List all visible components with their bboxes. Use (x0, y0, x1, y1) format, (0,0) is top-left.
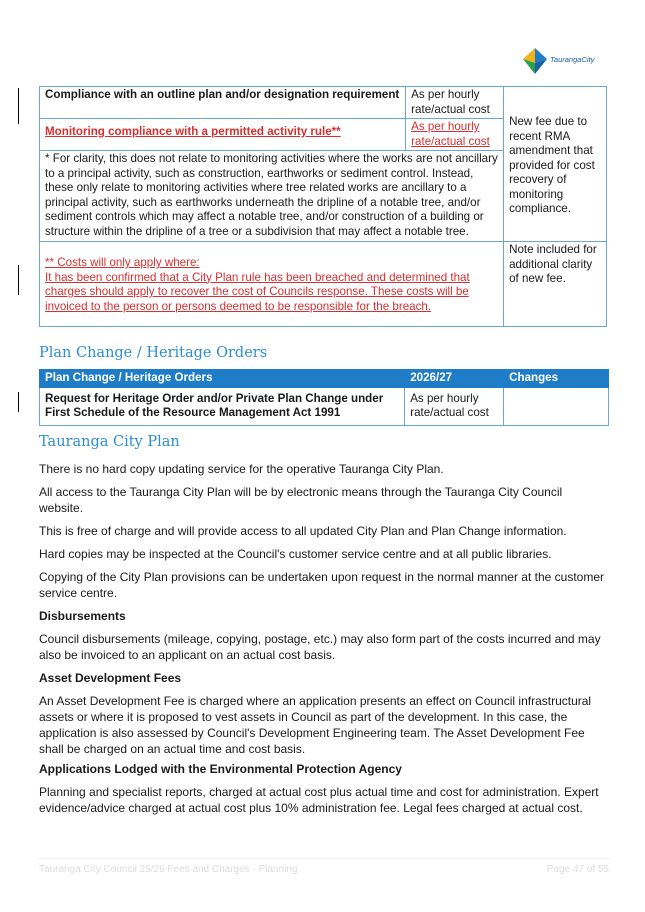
section-heading: Plan Change / Heritage Orders (39, 345, 268, 361)
change-note-cell: New fee due to recent RMA amendment that provided for cost recovery of monitoring compliance. (504, 87, 607, 242)
paragraph: There is no hard copy updating service for the operative Tauranga City Plan. (39, 462, 444, 476)
paragraph: Planning and specialist reports, charged at actual cost plus actual time and cost for administration. Expert evidence/advice charged at actual cost plus 10% administration fee. Legal fees charged at actual cost. (39, 785, 599, 815)
costs-heading: ** Costs will only apply where: (45, 256, 200, 269)
table-row (40, 242, 607, 327)
change-note-cell: Note included for additional clarity of new fee. (504, 242, 607, 327)
column-header: Changes (504, 370, 609, 388)
revision-bar (18, 265, 19, 295)
epa-heading: Applications Lodged with the Environmental Protection Agency (39, 762, 402, 776)
revision-bar (18, 392, 19, 412)
asset-heading: Asset Development Fees (39, 671, 182, 685)
paragraph: Council disbursements (mileage, copying, postage, etc.) may also form part of the costs incurred and may also be invoiced to an applicant on an actual cost basis. (39, 632, 601, 662)
monitoring-fees-table (39, 86, 607, 327)
page-number: Page 47 of 55 (546, 864, 609, 875)
disbursements-heading: Disbursements (39, 609, 126, 623)
clarity-note-cell: * For clarity, this does not relate to monitoring activities where the works are not ancillary to a principal activity, such as construction, earthworks or sediment control. Instead, these only relate to monitoring activities where tree related works are ancillary to a principal activity, such as earthworks underneath the dripline of a notable tree, and/or sediment controls which may affect a notable tree, and/or construction of a building or structure within the dripline of a tree or a subdivision that may affect a notable tree. (40, 151, 504, 242)
fee-value-cell: As per hourly rate/actual cost (405, 387, 504, 425)
logo-mark-icon (522, 47, 548, 75)
section-heading: Tauranga City Plan (39, 434, 180, 450)
fee-item-cell: Monitoring compliance with a permitted activity rule** (40, 119, 406, 151)
footer-title: Tauranga City Council 25/26 Fees and Charges - Planning (39, 864, 298, 875)
logo-text: TaurangaCity (550, 55, 595, 64)
fee-value-cell: As per hourly rate/actual cost (406, 119, 504, 151)
page-footer (39, 864, 609, 875)
paragraph: This is free of charge and will provide access to all updated City Plan and Plan Change information. (39, 524, 567, 538)
plan-change-table (39, 369, 609, 426)
paragraph: Copying of the City Plan provisions can be undertaken upon request in the normal manner at the customer service centre. (39, 570, 604, 600)
column-header: Plan Change / Heritage Orders (40, 370, 405, 388)
table-row (40, 87, 607, 119)
costs-note-cell (40, 242, 504, 327)
column-header: 2026/27 (405, 370, 504, 388)
paragraph: An Asset Development Fee is charged where an application presents an effect on Council infrastructural assets or where it is proposed to vest assets in Council as part of the development. In this case, the application is also assessed by Council's Development Engineering team. The Asset Development Fee shall be charged on an actual time and cost basis. (39, 694, 592, 756)
fee-value-cell: As per hourly rate/actual cost (406, 87, 504, 119)
table-row (40, 387, 609, 425)
paragraph: Hard copies may be inspected at the Council's customer service centre and at all public libraries. (39, 547, 552, 561)
fee-item-cell: Request for Heritage Order and/or Private Plan Change under First Schedule of the Resource Management Act 1991 (40, 387, 405, 425)
tauranga-city-logo (522, 47, 612, 77)
costs-text: It has been confirmed that a City Plan rule has been breached and determined that charges should apply to recover the cost of Councils response. These costs will be invoiced to the person or persons deemed to be responsible for the breach. (45, 270, 470, 313)
revision-bar (18, 88, 19, 124)
paragraph: All access to the Tauranga City Plan will be by electronic means through the Tauranga City Council website. (39, 485, 563, 515)
footer-divider (39, 858, 609, 859)
table-header-row (40, 370, 609, 388)
change-note-cell (504, 387, 609, 425)
fee-item-cell: Compliance with an outline plan and/or designation requirement (40, 87, 406, 119)
